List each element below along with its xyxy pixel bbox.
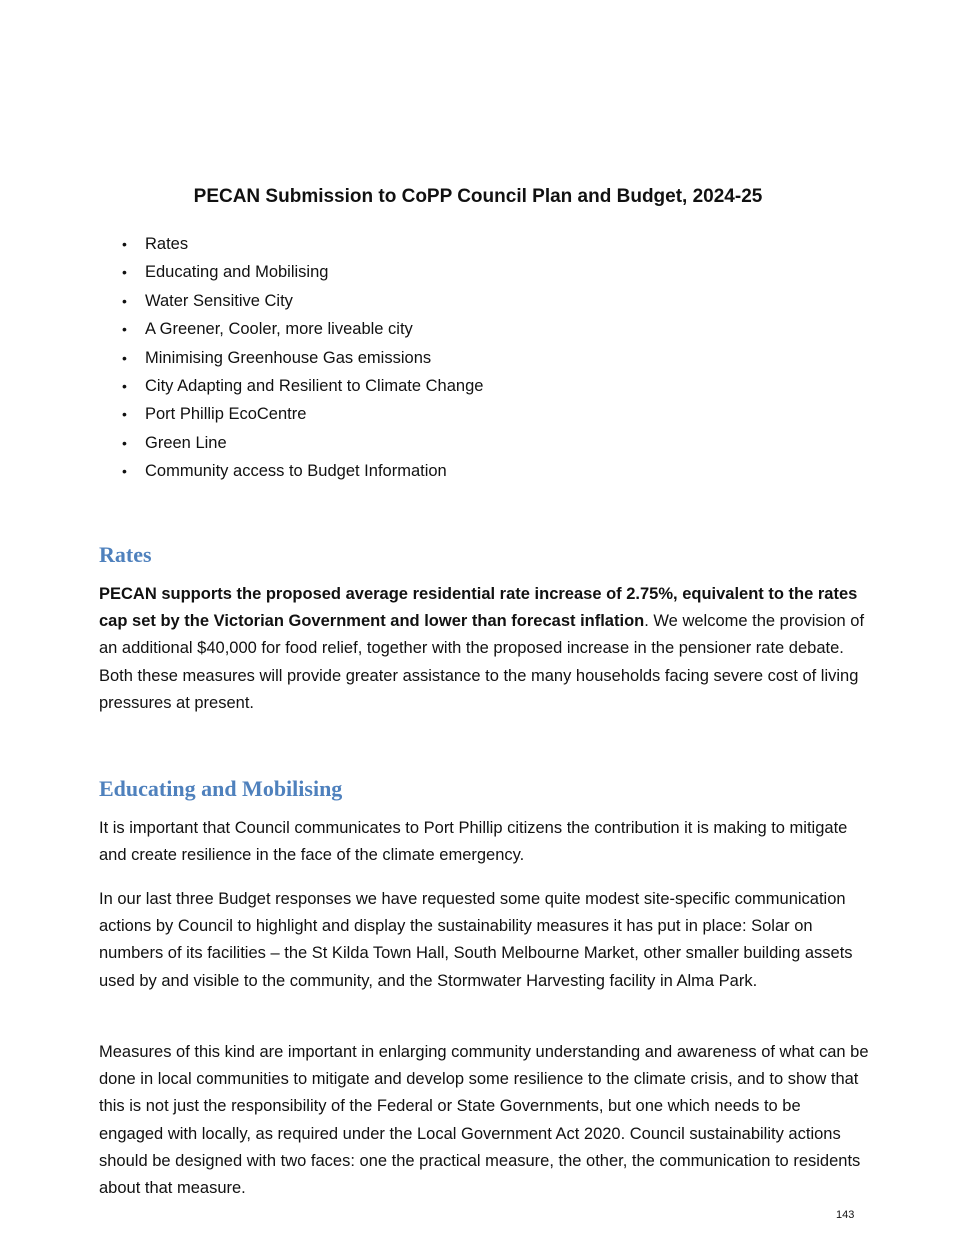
contents-item-budget-info: [119, 457, 483, 485]
bullet-icon: •: [122, 406, 127, 423]
educating-paragraph-3: Measures of this kind are important in enlarging community understanding and awareness of what can be done in local communities to mitigate and develop some resilience to the climate crisis, and to show that this is not just the responsibility of the Federal or State Governments, but one which needs to be engaged with locally, as required under the Local Government Act 2020. Council sustainability actions should be designed with two faces: one the practical measure, the other, the communication to residents about that measure.: [99, 1043, 869, 1198]
rates-paragraph-bold: PECAN supports the proposed average residential rate increase of 2.75%, equivalent to the rates cap set by the Victorian Government and lower than forecast inflation: [99, 585, 858, 631]
page-number: 143: [836, 1209, 855, 1221]
bullet-icon: •: [122, 377, 127, 394]
contents-list: [119, 230, 483, 486]
bullet-icon: •: [122, 236, 127, 252]
educating-paragraph-2: In our last three Budget responses we have requested some quite modest site-specific communication actions by Council to highlight and display the sustainability measures it has put in place: Solar on numbers of its facilities – the St Kilda Town Hall, South Melbourne Market, other smaller building assets used by and visible to the community, and the Stormwater Harvesting facility in Alma Park.: [99, 890, 853, 990]
bullet-icon: •: [122, 321, 127, 338]
bullet-icon: •: [122, 292, 127, 309]
contents-item-label: Community access to Budget Information: [145, 462, 447, 481]
bullet-icon: •: [122, 264, 127, 281]
contents-item-label: Rates: [145, 235, 189, 253]
bullet-icon: •: [122, 434, 127, 451]
bullet-icon: •: [122, 349, 127, 366]
contents-item-educating: [119, 258, 483, 286]
document-title: PECAN Submission to CoPP Council Plan and Budget, 2024-25: [193, 186, 763, 207]
section-heading-rates: Rates: [99, 542, 152, 567]
section-heading-educating: Educating and Mobilising: [99, 776, 343, 801]
contents-item-ecocentre: [119, 400, 483, 428]
contents-item-label: Green Line: [145, 433, 227, 452]
contents-item-label: Port Phillip EcoCentre: [145, 405, 307, 424]
educating-paragraph-1: It is important that Council communicates to Port Phillip citizens the contribution it is making to mitigate and create resilience in the face of the climate emergency.: [99, 819, 848, 865]
rates-paragraph-rest: . We welcome the provision of an additional $40,000 for food relief, together with the proposed increase in the pensioner rate debate. Both these measures will provide greater assistance to the many households facing severe cost of living pressures at present.: [99, 612, 865, 712]
contents-item-rates: [119, 230, 483, 258]
contents-item-greener: [119, 315, 483, 343]
rates-paragraph: [99, 581, 869, 717]
contents-item-label: A Greener, Cooler, more liveable city: [145, 320, 413, 339]
contents-item-label: Water Sensitive City: [145, 291, 293, 310]
contents-item-label: City Adapting and Resilient to Climate Change: [145, 376, 484, 395]
contents-item-green-line: [119, 429, 483, 457]
contents-item-label: Educating and Mobilising: [145, 263, 329, 282]
contents-item-label: Minimising Greenhouse Gas emissions: [145, 348, 432, 367]
contents-item-water: [119, 287, 483, 315]
bullet-icon: •: [122, 463, 127, 480]
contents-item-emissions: [119, 344, 483, 372]
contents-item-adapting: [119, 372, 483, 400]
